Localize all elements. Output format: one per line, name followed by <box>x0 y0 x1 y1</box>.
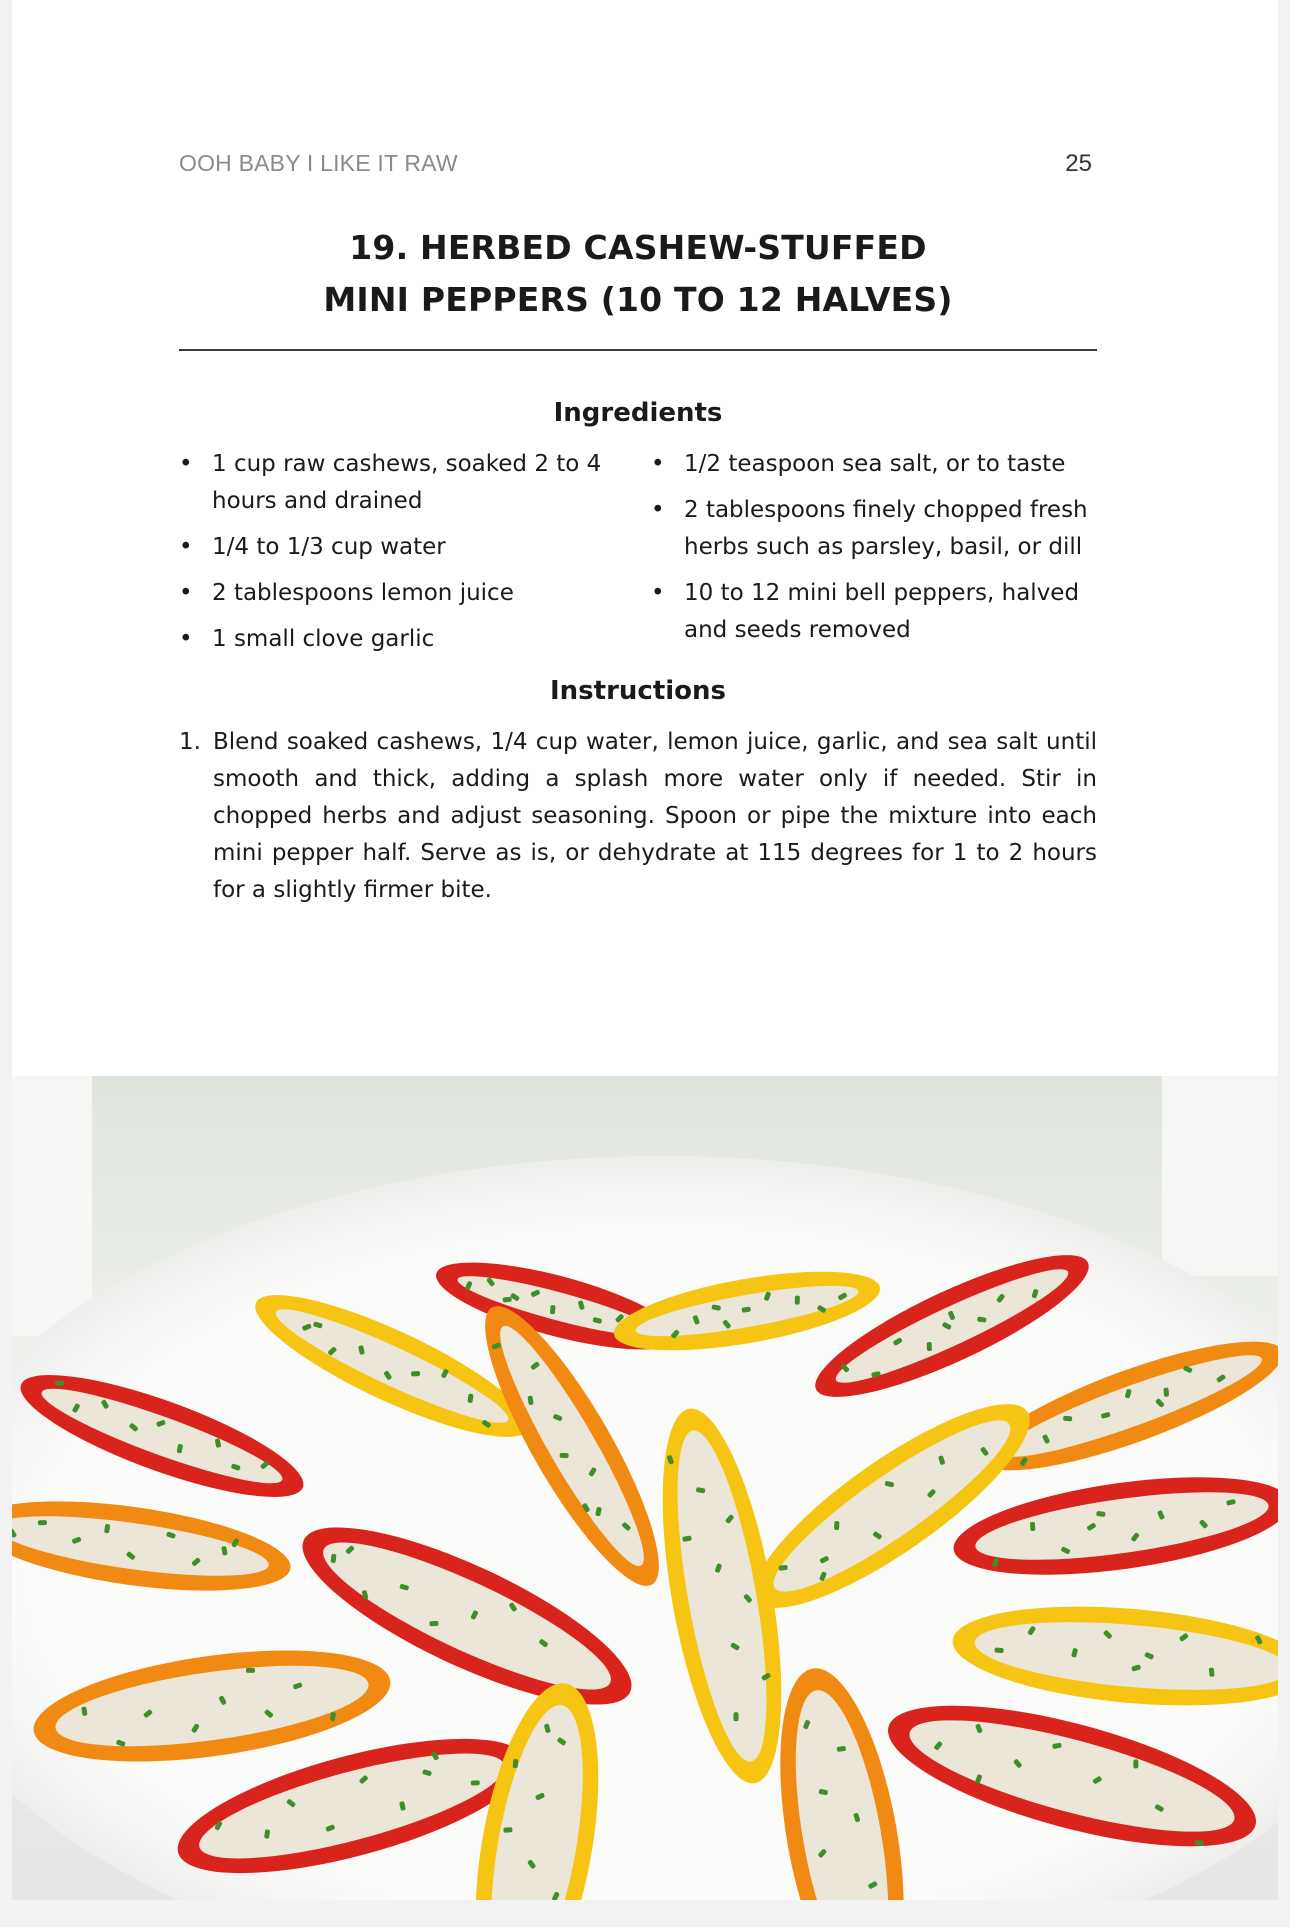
ingredient-item: • 10 to 12 mini bell peppers, halved and seeds removed <box>651 575 1106 649</box>
ingredient-item: • 2 tablespoons lemon juice <box>179 575 619 612</box>
running-head: OOH BABY I LIKE IT RAW <box>179 150 458 176</box>
chopped-herb <box>513 1759 519 1768</box>
chopped-herb <box>55 1381 64 1386</box>
instructions-heading: Instructions <box>549 676 727 706</box>
instructions-list <box>179 724 1097 909</box>
recipe-title-line-1: 19. HERBED CASHEW-STUFFED <box>349 228 927 267</box>
recipe-title-line-2: MINI PEPPERS (10 TO 12 HALVES) <box>323 280 953 319</box>
page-number: 25 <box>1065 150 1092 177</box>
ingredient-item: • 1 cup raw cashews, soaked 2 to 4 hours and drained <box>179 446 619 520</box>
chopped-herb <box>1030 1522 1035 1531</box>
step-number: 1. <box>179 729 201 755</box>
chopped-herb <box>502 1297 511 1303</box>
chopped-herb <box>560 1453 569 1458</box>
step-text: Blend soaked cashews, 1/4 cup water, lemon juice, garlic, and sea salt until smooth and thick, adding a splash more water only if needed. Stir in chopped herbs and adjust seasoning. Spoon or pipe the mixture into each mini pepper half. Serve as is, or dehydrate at 115 degrees for 1 to 2 hours for a slightly firmer bite. <box>213 729 1097 903</box>
book-page <box>12 0 1278 1900</box>
chopped-herb <box>503 1827 512 1833</box>
chopped-herb <box>471 1780 480 1785</box>
window-frame <box>12 1076 92 1336</box>
ingredients-heading: Ingredients <box>553 398 723 428</box>
chopped-herb <box>331 1554 337 1563</box>
chopped-herb <box>834 1521 839 1530</box>
chopped-herb <box>38 1520 47 1525</box>
chopped-herb <box>927 1342 932 1351</box>
chopped-herb <box>1209 1667 1215 1676</box>
title-divider <box>179 349 1097 351</box>
chopped-herb <box>411 1371 420 1376</box>
chopped-herb <box>550 1305 556 1314</box>
chopped-herb <box>795 1296 800 1305</box>
chopped-herb <box>994 1647 1003 1653</box>
recipe-title <box>179 222 1097 326</box>
chopped-herb <box>1063 1416 1072 1422</box>
chopped-herb <box>429 1621 438 1627</box>
recipe-photo <box>12 1076 1278 1900</box>
ingredient-item: • 1 small clove garlic <box>179 621 619 658</box>
ingredient-item: • 1/2 teaspoon sea salt, or to taste <box>651 446 1106 483</box>
ingredients-list-left <box>179 446 619 667</box>
ingredient-item: • 2 tablespoons finely chopped fresh herbs such as parsley, basil, or dill <box>651 492 1106 566</box>
ingredient-item: • 1/4 to 1/3 cup water <box>179 529 619 566</box>
window-frame <box>1162 1076 1278 1276</box>
ingredients-list-right <box>651 446 1106 658</box>
chopped-herb <box>246 1668 255 1673</box>
chopped-herb <box>1163 1388 1169 1397</box>
instruction-step <box>179 724 1097 909</box>
chopped-herb <box>733 1712 738 1721</box>
chopped-herb <box>1133 1759 1138 1768</box>
